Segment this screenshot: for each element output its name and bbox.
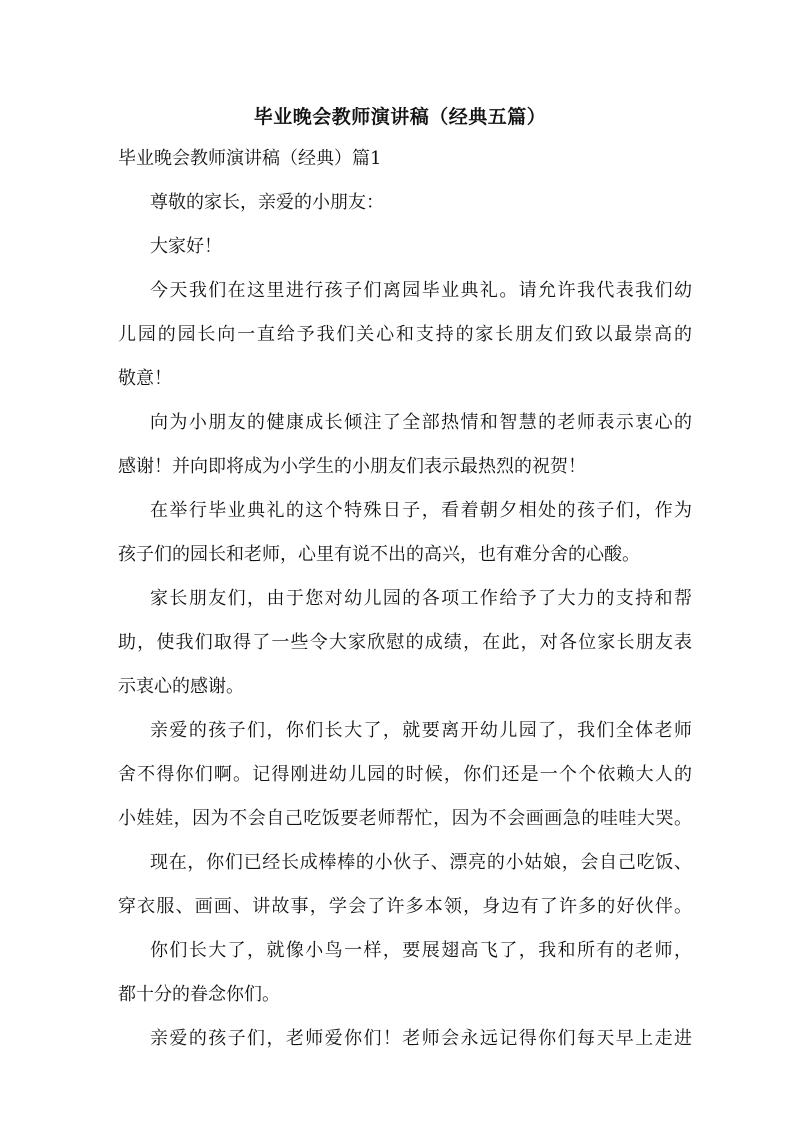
paragraph-line: 穿衣服、画画、讲故事，学会了许多本领，身边有了许多的好伙伴。 [118,896,692,917]
paragraph-line: 都十分的眷念你们。 [118,984,280,1005]
paragraph-line: 亲爱的孩子们，老师爱你们！老师会永远记得你们每天早上走进 [150,1028,692,1049]
salutation-line: 尊敬的家长，亲爱的小朋友： [150,192,384,213]
greeting-line: 大家好！ [150,236,222,257]
document-body [118,146,692,1052]
paragraph-line: 今天我们在这里进行孩子们离园毕业典礼。请允许我代表我们幼 [150,280,692,301]
paragraph-line: 向为小朋友的健康成长倾注了全部热情和智慧的老师表示衷心的 [150,412,692,433]
paragraph-line: 亲爱的孩子们，你们长大了，就要离开幼儿园了，我们全体老师 [150,720,692,741]
paragraph-line: 舍不得你们啊。记得刚进幼儿园的时候，你们还是一个个依赖大人的 [118,764,692,785]
paragraph-line: 助，使我们取得了一些令大家欣慰的成绩，在此，对各位家长朋友表 [118,632,692,653]
paragraph-line: 在举行毕业典礼的这个特殊日子，看着朝夕相处的孩子们，作为 [150,500,692,521]
section-heading: 毕业晚会教师演讲稿（经典）篇1 [118,148,382,169]
paragraph-line: 你们长大了，就像小鸟一样，要展翅高飞了，我和所有的老师， [150,940,692,961]
paragraph-line: 孩子们的园长和老师，心里有说不出的高兴，也有难分舍的心酸。 [118,544,640,565]
paragraph-line: 示衷心的感谢。 [118,676,244,697]
paragraph-line: 儿园的园长向一直给予我们关心和支持的家长朋友们致以最崇高的 [118,324,692,345]
document-title: 毕业晚会教师演讲稿（经典五篇） [253,106,547,128]
paragraph-line: 感谢！并向即将成为小学生的小朋友们表示最热烈的祝贺！ [118,456,586,477]
paragraph-line: 现在，你们已经长成棒棒的小伙子、漂亮的小姑娘，会自己吃饭、 [150,852,692,873]
paragraph-line: 小娃娃，因为不会自己吃饭要老师帮忙，因为不会画画急的哇哇大哭。 [118,808,692,829]
paragraph-line: 敬意！ [118,368,172,389]
paragraph-line: 家长朋友们，由于您对幼儿园的各项工作给予了大力的支持和帮 [150,588,692,609]
